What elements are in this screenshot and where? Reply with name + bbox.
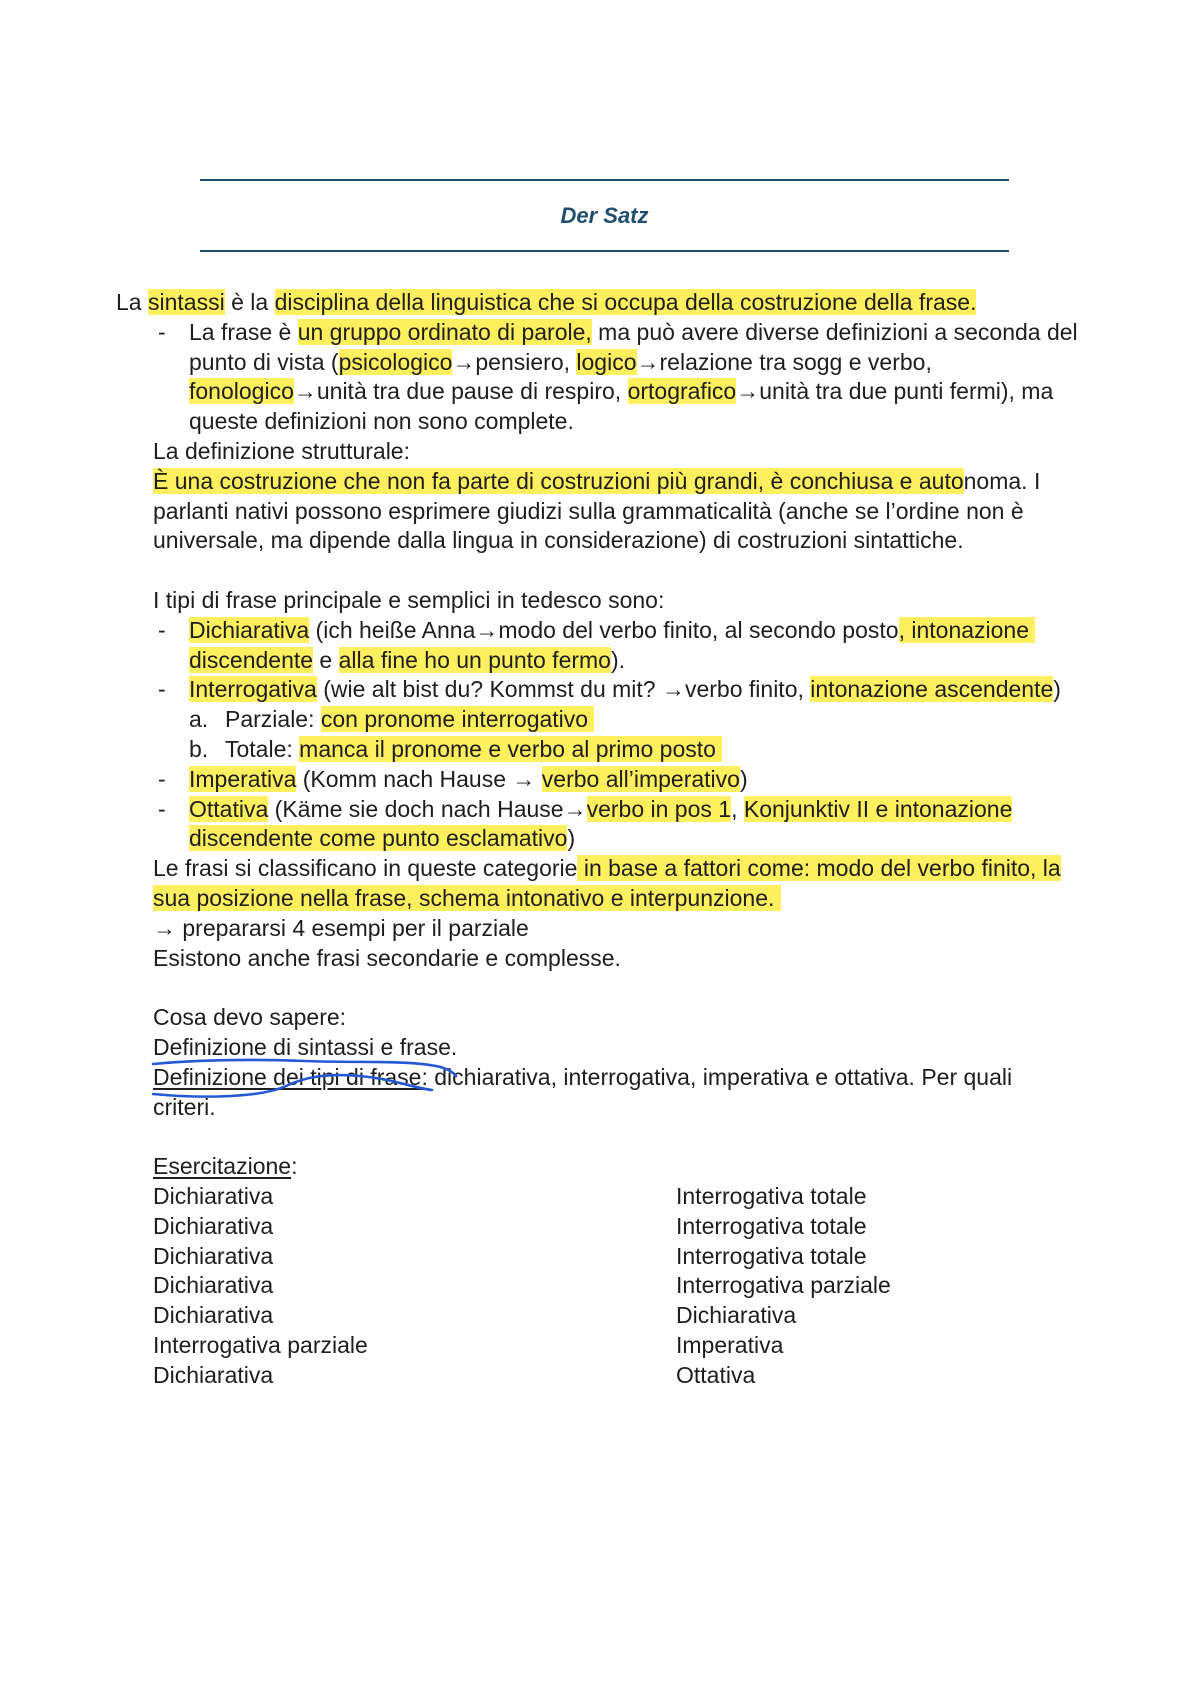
bullet-dash: - bbox=[158, 765, 166, 792]
text-run: → prepararsi 4 esempi per il parziale bbox=[153, 914, 529, 941]
line-text bbox=[153, 854, 1061, 884]
text-line bbox=[0, 824, 1200, 854]
text-line bbox=[0, 884, 1200, 914]
text-run: universale, ma dipende dalla lingua in considerazione) di costruzioni sintattiche. bbox=[153, 527, 964, 554]
text-run: La frase è bbox=[189, 318, 298, 345]
text-run: →pensiero, bbox=[452, 348, 577, 375]
text-line bbox=[0, 407, 1200, 437]
line-text bbox=[225, 705, 594, 735]
list-item bbox=[0, 675, 1200, 705]
exercise-answer-right: Imperativa bbox=[676, 1331, 784, 1358]
highlighted-text: con pronome interrogativo bbox=[320, 706, 595, 733]
highlighted-text: discendente bbox=[189, 646, 314, 673]
highlighted-text: sintassi bbox=[147, 289, 225, 315]
exercise-answer-left: Dichiarativa bbox=[153, 1212, 274, 1239]
exercise-answer-left: Dichiarativa bbox=[153, 1272, 274, 1299]
list-item bbox=[0, 616, 1200, 646]
blank-line bbox=[0, 1122, 1200, 1152]
list-item bbox=[0, 705, 1200, 735]
line-text bbox=[153, 914, 529, 944]
line-text bbox=[153, 884, 781, 914]
text-run: noma. I bbox=[963, 467, 1041, 494]
bullet-dash: - bbox=[158, 318, 166, 345]
text-line bbox=[0, 1152, 1200, 1182]
text-run: , bbox=[731, 795, 744, 822]
exercise-answer-right: Interrogativa parziale bbox=[676, 1272, 891, 1299]
text-run: Esistono anche frasi secondarie e complesse. bbox=[153, 944, 621, 971]
text-line bbox=[0, 1093, 1200, 1123]
text-run: ) bbox=[739, 765, 748, 792]
highlighted-text: verbo all’imperativo bbox=[541, 765, 740, 792]
text-run: Definizione di sintassi e frase. bbox=[153, 1033, 458, 1060]
exercise-answer-left: Dichiarativa bbox=[153, 1302, 274, 1329]
line-text bbox=[189, 795, 1012, 825]
bullet-dash: - bbox=[158, 795, 166, 822]
text-run: ) bbox=[567, 825, 576, 852]
line-text bbox=[189, 348, 932, 378]
list-item bbox=[0, 735, 1200, 765]
list-letter-marker: a. bbox=[189, 706, 209, 733]
underlined-text: Definizione dei tipi di frase: bbox=[153, 1063, 428, 1090]
text-run: →relazione tra sogg e verbo, bbox=[636, 348, 932, 375]
text-run: Cosa devo sapere: bbox=[153, 1004, 347, 1031]
highlighted-text: manca il pronome e verbo al primo posto bbox=[299, 735, 723, 762]
list-item bbox=[0, 765, 1200, 795]
list-letter-marker: b. bbox=[189, 735, 209, 762]
highlighted-text: Konjunktiv II e intonazione bbox=[743, 795, 1013, 822]
highlighted-text: Ottativa bbox=[189, 795, 269, 822]
text-line bbox=[0, 1063, 1200, 1093]
line-text bbox=[225, 735, 722, 765]
highlighted-text: logico bbox=[576, 348, 637, 375]
text-run: : bbox=[291, 1153, 298, 1180]
exercise-answer-left: Dichiarativa bbox=[153, 1361, 274, 1388]
underlined-text: Esercitazione bbox=[153, 1153, 292, 1180]
text-run: punto di vista ( bbox=[189, 348, 339, 375]
bullet-dash: - bbox=[158, 676, 166, 703]
line-text bbox=[189, 646, 625, 676]
text-run: queste definizioni non sono complete. bbox=[189, 408, 574, 435]
line-text bbox=[153, 467, 1040, 497]
text-run: ma può avere diverse definizioni a seconda del bbox=[591, 318, 1078, 345]
line-text bbox=[153, 944, 621, 974]
text-line bbox=[0, 646, 1200, 676]
text-run: criteri. bbox=[153, 1093, 216, 1120]
exercise-list bbox=[0, 1182, 1200, 1391]
highlighted-text: Interrogativa bbox=[189, 676, 317, 703]
highlighted-text: verbo in pos 1 bbox=[586, 795, 732, 822]
text-line bbox=[0, 497, 1200, 527]
exercise-row bbox=[0, 1242, 1200, 1272]
exercise-answer-right: Interrogativa totale bbox=[676, 1242, 867, 1269]
highlighted-text: un gruppo ordinato di parole, bbox=[297, 318, 592, 345]
text-line bbox=[0, 854, 1200, 884]
text-run: →unità tra due punti fermi), ma bbox=[736, 378, 1054, 405]
line-text bbox=[189, 407, 574, 437]
list-item bbox=[0, 795, 1200, 825]
line-text bbox=[189, 616, 1035, 646]
text-line bbox=[0, 288, 1200, 318]
text-run: Le frasi si classificano in queste categorie bbox=[153, 855, 578, 882]
text-line bbox=[0, 944, 1200, 974]
highlighted-text: psicologico bbox=[338, 348, 453, 375]
text-line bbox=[0, 377, 1200, 407]
bullet-dash: - bbox=[158, 616, 166, 643]
text-line bbox=[0, 437, 1200, 467]
blank-line bbox=[0, 973, 1200, 1003]
text-run: è la bbox=[224, 289, 275, 315]
highlighted-text: Imperativa bbox=[189, 765, 297, 792]
exercise-answer-left: Dichiarativa bbox=[153, 1182, 274, 1209]
text-run: ) bbox=[1053, 676, 1061, 703]
line-text bbox=[153, 526, 964, 556]
highlighted-text: fonologico bbox=[189, 378, 294, 405]
text-line bbox=[0, 914, 1200, 944]
text-line bbox=[0, 1003, 1200, 1033]
line-text bbox=[153, 586, 664, 616]
exercise-row bbox=[0, 1361, 1200, 1391]
exercise-row bbox=[0, 1271, 1200, 1301]
text-run: Totale: bbox=[225, 735, 300, 762]
text-run: ). bbox=[610, 646, 626, 673]
list-item bbox=[0, 318, 1200, 348]
text-run: Parziale: bbox=[225, 706, 321, 733]
text-line bbox=[0, 467, 1200, 497]
highlighted-text: È una costruzione che non fa parte di costruzioni più grandi, è conchiusa e auto bbox=[153, 467, 964, 494]
title-rule-top bbox=[200, 179, 1009, 181]
line-text bbox=[153, 1063, 1012, 1093]
line-text bbox=[116, 288, 976, 318]
text-run: e bbox=[313, 646, 339, 673]
exercise-answer-right: Interrogativa totale bbox=[676, 1182, 867, 1209]
text-run: (wie alt bist du? Kommst du mit? →verbo finito, bbox=[316, 676, 811, 703]
exercise-answer-right: Interrogativa totale bbox=[676, 1212, 867, 1239]
line-text bbox=[153, 1093, 216, 1123]
line-text bbox=[153, 1152, 297, 1182]
highlighted-text: Dichiarativa bbox=[189, 616, 310, 643]
text-line bbox=[0, 526, 1200, 556]
text-line bbox=[0, 586, 1200, 616]
exercise-row bbox=[0, 1301, 1200, 1331]
highlighted-text: sua posizione nella frase, schema intonativo e interpunzione. bbox=[153, 884, 781, 911]
line-text bbox=[189, 675, 1061, 705]
text-run: I tipi di frase principale e semplici in tedesco sono: bbox=[153, 586, 665, 613]
line-text bbox=[153, 437, 410, 467]
highlighted-text: ortografico bbox=[627, 378, 737, 405]
exercise-row bbox=[0, 1182, 1200, 1212]
line-text bbox=[189, 824, 575, 854]
text-line bbox=[0, 1033, 1200, 1063]
exercise-row bbox=[0, 1331, 1200, 1361]
text-run: parlanti nativi possono esprimere giudizi sulla grammaticalità (anche se l’ordine non è bbox=[153, 497, 1024, 524]
exercise-answer-right: Dichiarativa bbox=[676, 1302, 797, 1329]
title-rule-bottom bbox=[200, 250, 1009, 252]
highlighted-text: in base a fattori come: modo del verbo finito, la bbox=[577, 855, 1061, 882]
document-body bbox=[0, 288, 1200, 1390]
highlighted-text: disciplina della linguistica che si occupa della costruzione della frase. bbox=[274, 289, 977, 315]
text-run: La bbox=[116, 289, 148, 315]
exercise-answer-right: Ottativa bbox=[676, 1361, 756, 1388]
line-text bbox=[189, 765, 748, 795]
text-line bbox=[0, 348, 1200, 378]
highlighted-text: discendente come punto esclamativo bbox=[189, 825, 568, 852]
blank-line bbox=[0, 556, 1200, 586]
line-text bbox=[153, 1033, 457, 1063]
exercise-answer-left: Dichiarativa bbox=[153, 1242, 274, 1269]
text-run: La definizione strutturale: bbox=[153, 437, 410, 464]
highlighted-text: , intonazione bbox=[898, 616, 1036, 643]
text-run: (Komm nach Hause → bbox=[296, 765, 542, 792]
line-text bbox=[189, 318, 1078, 348]
text-run: (ich heiße Anna→modo del verbo finito, al secondo posto bbox=[309, 616, 899, 643]
exercise-answer-left: Interrogativa parziale bbox=[153, 1331, 368, 1358]
highlighted-text: alla fine ho un punto fermo bbox=[338, 646, 611, 673]
line-text bbox=[153, 497, 1024, 527]
text-run: (Käme sie doch nach Hause→ bbox=[268, 795, 587, 822]
text-run: dichiarativa, interrogativa, imperativa e ottativa. Per quali bbox=[427, 1063, 1013, 1090]
text-run: →unità tra due pause di respiro, bbox=[293, 378, 628, 405]
document-title: Der Satz bbox=[560, 203, 649, 228]
exercise-row bbox=[0, 1212, 1200, 1242]
line-text bbox=[189, 377, 1053, 407]
line-text bbox=[153, 1003, 346, 1033]
highlighted-text: intonazione ascendente bbox=[810, 676, 1054, 703]
